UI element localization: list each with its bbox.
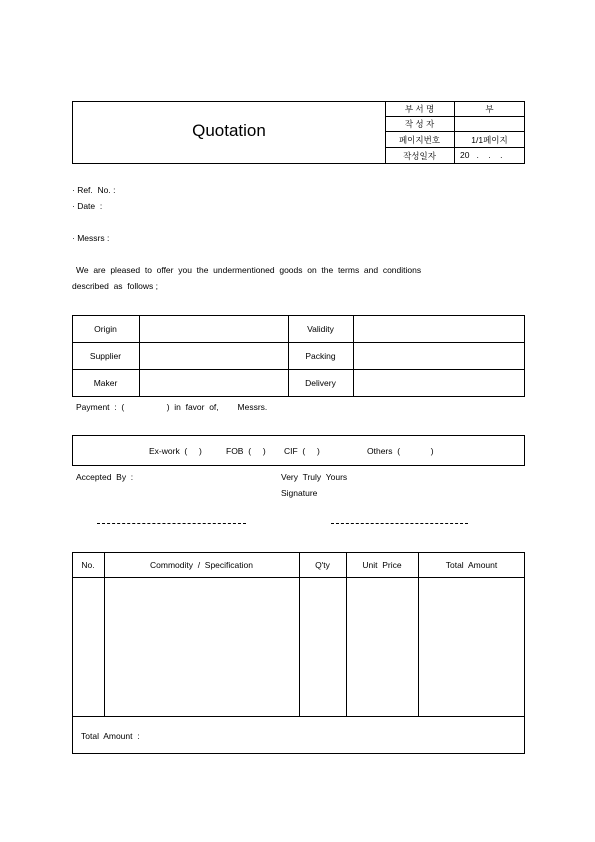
ref-no-label: · Ref. No. : <box>72 185 116 195</box>
seller-signature-line <box>331 523 468 524</box>
packing-label: Packing <box>305 351 336 361</box>
maker-label: Maker <box>93 378 118 388</box>
delivery-label: Delivery <box>305 378 336 388</box>
page-title: Quotation <box>192 121 266 140</box>
col-header-unit-price: Unit Price <box>362 560 402 570</box>
accepted-signature-line <box>97 523 246 524</box>
validity-label: Validity <box>307 324 334 334</box>
col-header-no: No. <box>81 560 95 570</box>
signature-label: Signature <box>281 488 318 498</box>
cif-option: CIF ( ) <box>284 446 320 456</box>
col-header-commodity: Commodity / Specification <box>150 560 253 570</box>
total-amount-label: Total Amount : <box>81 731 140 741</box>
meta-value-page: 1/1페이지 <box>471 135 508 145</box>
date-label: · Date : <box>72 201 103 211</box>
very-truly-label: Very Truly Yours <box>281 472 348 482</box>
col-header-qty: Q'ty <box>315 560 330 570</box>
fob-option: FOB ( ) <box>226 446 266 456</box>
accepted-by-label: Accepted By : <box>76 472 134 482</box>
messrs-label: · Messrs : <box>72 233 110 243</box>
meta-value-dept: 부 <box>485 104 494 114</box>
meta-label-author: 작 성 자 <box>404 119 435 129</box>
meta-label-page: 페이지번호 <box>398 135 441 145</box>
intro-line-2: described as follows ; <box>72 281 158 291</box>
payment-line: Payment : ( ) in favor of, Messrs. <box>76 402 268 412</box>
exwork-option: Ex-work ( ) <box>149 446 202 456</box>
origin-label: Origin <box>94 324 117 334</box>
intro-line-1: We are pleased to offer you the undermentioned goods on the terms and conditions <box>76 265 422 275</box>
meta-label-date: 작성일자 <box>403 151 436 161</box>
others-option: Others ( ) <box>367 446 434 456</box>
meta-label-dept: 부 서 명 <box>404 104 435 114</box>
supplier-label: Supplier <box>89 351 122 361</box>
col-header-total-amount: Total Amount <box>445 560 498 570</box>
meta-value-date: 20 . . . <box>460 150 503 160</box>
